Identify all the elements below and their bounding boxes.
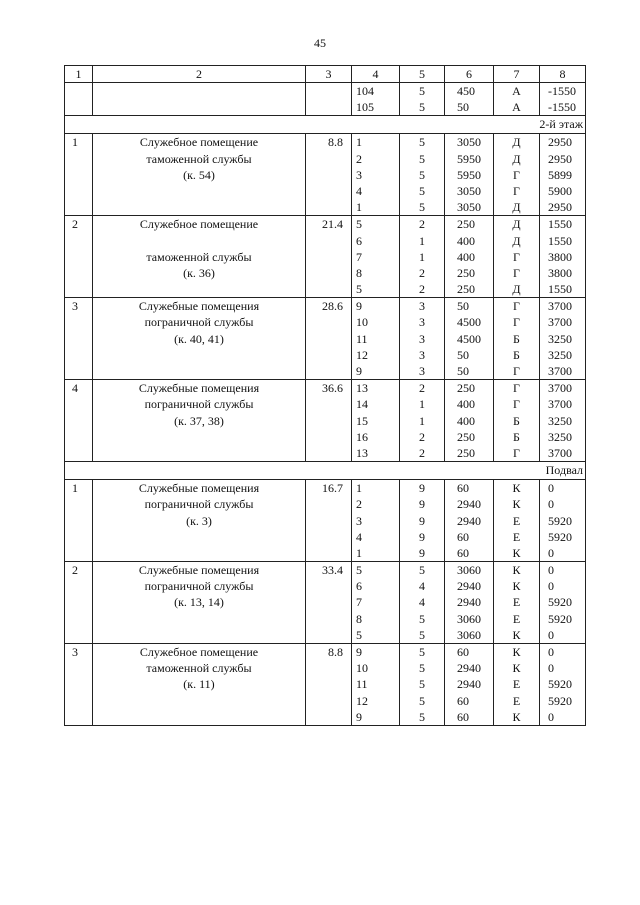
value-value: 50 [457, 347, 469, 362]
letter-value: Г [513, 364, 520, 378]
area-cell: 36.6 [306, 380, 352, 462]
number-cell: 3 [65, 298, 93, 380]
letter-value: Д [512, 200, 521, 215]
value-value: 2940 [457, 497, 481, 512]
table-row [65, 480, 586, 562]
letter-value: Г [513, 167, 520, 182]
point-value: 5 [356, 627, 362, 642]
level-value: 2950 [548, 200, 572, 215]
letter-cell [494, 644, 540, 726]
class-cell [400, 298, 445, 380]
letter-cell [494, 380, 540, 462]
level-cell [540, 562, 586, 644]
point-cell [352, 83, 400, 116]
level-value: 0 [548, 661, 554, 676]
point-value: 3 [356, 167, 362, 182]
level-value: 5900 [548, 183, 572, 198]
value-value: 60 [457, 693, 469, 708]
header-cell: 4 [352, 66, 400, 83]
class-value: 1 [419, 249, 425, 264]
point-value: 2 [356, 151, 362, 166]
letter-value: Г [513, 381, 520, 396]
point-value: 5 [356, 282, 362, 297]
point-value: 9 [356, 299, 362, 314]
area-cell: 16.7 [306, 480, 352, 562]
point-value: 9 [356, 645, 362, 659]
level-value: 5899 [548, 167, 572, 182]
point-value: 16 [356, 429, 368, 444]
level-value: 5920 [548, 595, 572, 610]
value-value: 50 [457, 100, 469, 115]
level-value: 3250 [548, 429, 572, 444]
value-value: 2940 [457, 595, 481, 610]
class-value: 1 [419, 397, 425, 412]
header-cell: 1 [65, 66, 93, 83]
section-row [65, 116, 586, 134]
description-line [93, 233, 305, 249]
class-cell [400, 134, 445, 216]
class-value: 9 [419, 529, 425, 544]
point-value: 1 [356, 200, 362, 215]
letter-cell [494, 216, 540, 298]
letter-value: Д [512, 217, 521, 232]
value-value: 3050 [457, 183, 481, 198]
point-value: 104 [356, 84, 374, 98]
header-cell: 3 [306, 66, 352, 83]
value-value: 4500 [457, 315, 481, 330]
point-value: 15 [356, 413, 368, 428]
class-value: 5 [419, 167, 425, 182]
value-value: 400 [457, 249, 475, 264]
class-cell [400, 216, 445, 298]
description-cell [93, 562, 306, 644]
letter-cell [494, 134, 540, 216]
description-line: (к. 54) [183, 167, 215, 182]
description-cell [93, 380, 306, 462]
number-cell: 2 [65, 216, 93, 298]
point-value: 12 [356, 693, 368, 708]
point-value: 14 [356, 397, 368, 412]
point-cell [352, 644, 400, 726]
class-value: 3 [419, 364, 425, 378]
value-value: 3050 [457, 200, 481, 215]
point-cell [352, 562, 400, 644]
class-cell [400, 644, 445, 726]
class-value: 9 [419, 545, 425, 560]
description-cell [93, 480, 306, 562]
value-value: 2940 [457, 513, 481, 528]
value-value: 60 [457, 645, 469, 659]
level-value: -1550 [548, 84, 576, 98]
number-cell: 1 [65, 480, 93, 562]
point-value: 1 [356, 135, 362, 150]
point-value: 9 [356, 709, 362, 724]
letter-value: Б [513, 347, 520, 362]
letter-value: Г [513, 445, 520, 460]
class-value: 5 [419, 563, 425, 578]
letter-value: К [512, 709, 521, 724]
letter-value: Г [513, 397, 520, 412]
description-line: Служебные помещения [138, 481, 260, 496]
point-cell [352, 380, 400, 462]
letter-value: Е [512, 513, 521, 528]
point-value: 6 [356, 233, 362, 248]
letter-value: К [512, 481, 521, 496]
point-value: 6 [356, 579, 362, 594]
letter-value: Б [513, 331, 520, 346]
table-row [65, 216, 586, 298]
class-value: 2 [419, 282, 425, 297]
level-value: 2950 [548, 151, 572, 166]
level-cell [540, 134, 586, 216]
level-value: 2950 [548, 135, 572, 150]
value-value: 50 [457, 364, 469, 378]
class-cell [400, 480, 445, 562]
table-row [65, 298, 586, 380]
point-value: 10 [356, 661, 368, 676]
value-value: 3050 [457, 135, 481, 150]
class-value: 5 [419, 135, 425, 150]
header-cell: 2 [93, 66, 306, 83]
class-value: 5 [419, 100, 425, 115]
point-value: 7 [356, 595, 362, 610]
level-value: 1550 [548, 282, 572, 297]
letter-cell [494, 480, 540, 562]
class-value: 1 [419, 413, 425, 428]
value-value: 250 [457, 217, 475, 232]
description-line: пограничной службы [144, 497, 254, 512]
table-row [65, 644, 586, 726]
level-value: 5920 [548, 677, 572, 692]
description-cell [93, 298, 306, 380]
description-line: (к. 40, 41) [174, 331, 224, 346]
class-value: 2 [419, 381, 425, 396]
value-cell [445, 562, 494, 644]
class-value: 2 [419, 429, 425, 444]
point-value: 3 [356, 513, 362, 528]
point-value: 10 [356, 315, 368, 330]
point-value: 5 [356, 217, 362, 232]
point-value: 5 [356, 563, 362, 578]
number-cell: 1 [65, 134, 93, 216]
letter-value: Д [512, 282, 521, 297]
point-value: 7 [356, 249, 362, 264]
description-cell [93, 644, 306, 726]
level-value: 3250 [548, 413, 572, 428]
description-line: Служебные помещения [138, 381, 260, 396]
letter-value: А [512, 84, 521, 98]
description-cell [93, 83, 306, 116]
level-value: 0 [548, 627, 554, 642]
table-row [65, 380, 586, 462]
level-value: 0 [548, 497, 554, 512]
description-line: (к. 37, 38) [174, 413, 224, 428]
area-cell: 33.4 [306, 562, 352, 644]
value-value: 2940 [457, 661, 481, 676]
description-line: Служебное помещение [139, 135, 259, 150]
level-value: 5920 [548, 513, 572, 528]
value-cell [445, 298, 494, 380]
class-cell [400, 380, 445, 462]
area-cell: 8.8 [306, 644, 352, 726]
class-value: 5 [419, 693, 425, 708]
class-value: 9 [419, 497, 425, 512]
point-value: 11 [356, 677, 368, 692]
letter-value: А [512, 100, 521, 115]
value-value: 400 [457, 397, 475, 412]
level-value: 1550 [548, 233, 572, 248]
class-value: 2 [419, 445, 425, 460]
level-value: 5920 [548, 693, 572, 708]
value-cell [445, 480, 494, 562]
value-cell [445, 83, 494, 116]
description-line: (к. 11) [183, 677, 215, 692]
number-cell: 2 [65, 562, 93, 644]
letter-value: Е [512, 611, 521, 626]
letter-cell [494, 83, 540, 116]
class-value: 4 [419, 579, 425, 594]
level-value: 0 [548, 545, 554, 560]
area-cell: 21.4 [306, 216, 352, 298]
table-body [65, 66, 586, 726]
point-cell [352, 298, 400, 380]
description-line: таможенной службы [146, 249, 252, 264]
point-value: 9 [356, 364, 362, 378]
letter-value: Е [512, 529, 521, 544]
point-cell [352, 216, 400, 298]
class-cell [400, 562, 445, 644]
letter-value: Е [512, 693, 521, 708]
letter-value: Б [513, 413, 520, 428]
point-value: 4 [356, 529, 362, 544]
header-cell: 5 [400, 66, 445, 83]
class-value: 3 [419, 347, 425, 362]
class-value: 3 [419, 299, 425, 314]
value-value: 5950 [457, 167, 481, 182]
value-value: 400 [457, 413, 475, 428]
level-value: -1550 [548, 100, 576, 115]
level-value: 0 [548, 645, 554, 659]
point-value: 13 [356, 445, 368, 460]
level-cell [540, 644, 586, 726]
area-cell: 28.6 [306, 298, 352, 380]
letter-value: Д [512, 151, 521, 166]
value-value: 250 [457, 381, 475, 396]
value-value: 250 [457, 445, 475, 460]
level-value: 3700 [548, 364, 572, 378]
section-title: 2-й этаж [65, 116, 586, 134]
level-value: 3250 [548, 347, 572, 362]
header-row [65, 66, 586, 83]
point-value: 1 [356, 545, 362, 560]
value-value: 400 [457, 233, 475, 248]
value-value: 3060 [457, 627, 481, 642]
value-cell [445, 216, 494, 298]
class-value: 5 [419, 645, 425, 659]
class-value: 5 [419, 84, 425, 98]
description-cell [93, 216, 306, 298]
letter-value: Д [512, 233, 521, 248]
letter-value: К [512, 627, 521, 642]
value-value: 5950 [457, 151, 481, 166]
description-line: (к. 36) [183, 265, 215, 280]
description-line: пограничной службы [144, 579, 254, 594]
level-value: 5920 [548, 529, 572, 544]
point-value: 8 [356, 611, 362, 626]
table-row [65, 134, 586, 216]
description-line: таможенной службы [146, 151, 252, 166]
area-cell [306, 83, 352, 116]
number-cell [65, 83, 93, 116]
point-value: 8 [356, 265, 362, 280]
level-value: 3250 [548, 331, 572, 346]
section-row [65, 462, 586, 480]
class-cell [400, 83, 445, 116]
class-value: 4 [419, 595, 425, 610]
point-value: 105 [356, 100, 374, 115]
class-value: 3 [419, 315, 425, 330]
point-value: 4 [356, 183, 362, 198]
level-value: 0 [548, 481, 554, 496]
level-cell [540, 380, 586, 462]
table-row [65, 562, 586, 644]
value-cell [445, 644, 494, 726]
letter-value: Г [513, 299, 520, 314]
description-cell [93, 134, 306, 216]
point-value: 2 [356, 497, 362, 512]
point-value: 11 [356, 331, 368, 346]
letter-cell [494, 562, 540, 644]
level-cell [540, 298, 586, 380]
level-cell [540, 480, 586, 562]
letter-value: К [512, 545, 521, 560]
description-line: Служебное помещение [139, 217, 259, 232]
level-cell [540, 216, 586, 298]
value-value: 60 [457, 709, 469, 724]
level-value: 0 [548, 709, 554, 724]
class-value: 5 [419, 200, 425, 215]
number-cell: 3 [65, 644, 93, 726]
class-value: 5 [419, 709, 425, 724]
header-cell: 6 [445, 66, 494, 83]
area-cell: 8.8 [306, 134, 352, 216]
value-value: 250 [457, 282, 475, 297]
description-line: пограничной службы [144, 397, 254, 412]
header-cell: 8 [540, 66, 586, 83]
value-value: 50 [457, 299, 469, 314]
level-value: 5920 [548, 611, 572, 626]
data-table [64, 65, 586, 726]
value-value: 60 [457, 481, 469, 496]
description-line: (к. 3) [186, 513, 212, 528]
level-cell [540, 83, 586, 116]
class-value: 5 [419, 151, 425, 166]
level-value: 3700 [548, 299, 572, 314]
description-line: (к. 13, 14) [174, 595, 224, 610]
description-line: Служебное помещение [139, 645, 259, 659]
point-value: 13 [356, 381, 368, 396]
number-cell: 4 [65, 380, 93, 462]
letter-value: Д [512, 135, 521, 150]
continuation-row [65, 83, 586, 116]
class-value: 5 [419, 183, 425, 198]
level-value: 0 [548, 563, 554, 578]
level-value: 1550 [548, 217, 572, 232]
level-value: 3700 [548, 381, 572, 396]
letter-value: Г [513, 249, 520, 264]
page-number: 45 [314, 36, 326, 50]
class-value: 5 [419, 611, 425, 626]
description-line: пограничной службы [144, 315, 254, 330]
value-value: 60 [457, 545, 469, 560]
value-value: 3060 [457, 611, 481, 626]
class-value: 9 [419, 513, 425, 528]
description-line: Служебные помещения [138, 299, 260, 314]
value-cell [445, 134, 494, 216]
letter-cell [494, 298, 540, 380]
section-title: Подвал [65, 462, 586, 480]
letter-value: Г [513, 265, 520, 280]
class-value: 2 [419, 217, 425, 232]
value-value: 2940 [457, 677, 481, 692]
class-value: 9 [419, 481, 425, 496]
level-value: 3700 [548, 445, 572, 460]
letter-value: К [512, 579, 521, 594]
value-value: 2940 [457, 579, 481, 594]
letter-value: К [512, 563, 521, 578]
description-line: таможенной службы [146, 661, 252, 676]
letter-value: Е [512, 595, 521, 610]
letter-value: Б [513, 429, 520, 444]
level-value: 0 [548, 579, 554, 594]
class-value: 2 [419, 265, 425, 280]
letter-value: Г [513, 183, 520, 198]
point-value: 12 [356, 347, 368, 362]
value-value: 3060 [457, 563, 481, 578]
value-value: 60 [457, 529, 469, 544]
value-value: 4500 [457, 331, 481, 346]
letter-value: Е [512, 677, 521, 692]
letter-value: К [512, 497, 521, 512]
class-value: 5 [419, 627, 425, 642]
class-value: 1 [419, 233, 425, 248]
level-value: 3800 [548, 265, 572, 280]
value-value: 250 [457, 265, 475, 280]
value-value: 250 [457, 429, 475, 444]
value-value: 450 [457, 84, 475, 98]
class-value: 5 [419, 677, 425, 692]
level-value: 3700 [548, 315, 572, 330]
class-value: 3 [419, 331, 425, 346]
letter-value: К [512, 645, 521, 659]
level-value: 3800 [548, 249, 572, 264]
point-cell [352, 480, 400, 562]
header-cell: 7 [494, 66, 540, 83]
letter-value: К [512, 661, 521, 676]
description-line: Служебные помещения [138, 563, 260, 578]
value-cell [445, 380, 494, 462]
point-cell [352, 134, 400, 216]
class-value: 5 [419, 661, 425, 676]
point-value: 1 [356, 481, 362, 496]
level-value: 3700 [548, 397, 572, 412]
letter-value: Г [513, 315, 520, 330]
